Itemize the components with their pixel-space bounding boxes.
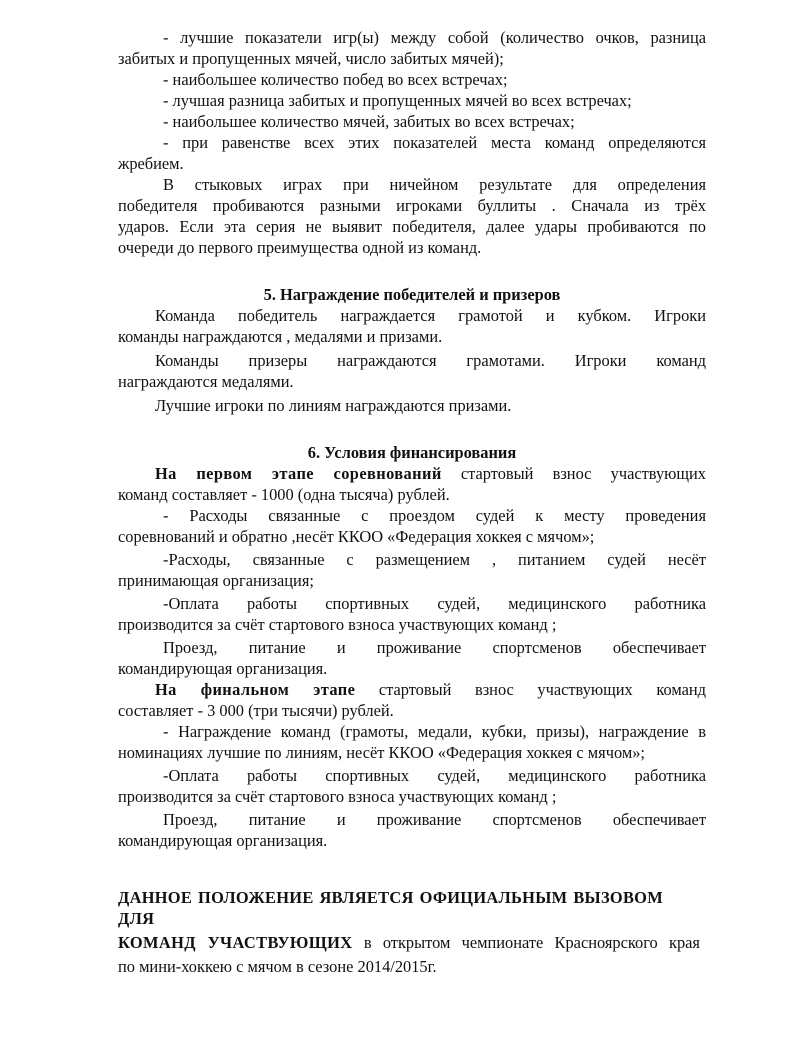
finance-line: - Расходы связанные с проездом судей к месту проведения — [163, 506, 706, 525]
closing-line: ДАННОЕ ПОЛОЖЕНИЕ ЯВЛЯЕТСЯ ОФИЦИАЛЬНЫМ ВЫЗОВОМ ДЛЯ — [118, 888, 663, 928]
section-5-heading: 5. Награждение победителей и призеров — [263, 285, 561, 304]
stage1-text: стартовый взнос участвующих — [441, 464, 706, 483]
playoff-paragraph-line: ударов. Если эта серия не выявит победителя, далее удары пробиваются по — [118, 217, 706, 236]
finance-line: командирующая организация. — [118, 831, 328, 850]
stage1-line: команд составляет - 1000 (одна тысяча) рублей. — [118, 485, 450, 504]
playoff-paragraph-line: В стыковых играх при ничейном результате для определения — [163, 175, 706, 194]
finance-line: Проезд, питание и проживание спортсменов обеспечивает — [163, 638, 706, 657]
stage2-label: На финальном этапе — [155, 680, 356, 699]
criteria-line: - лучшие показатели игр(ы) между собой (количество очков, разница — [163, 28, 706, 47]
stage2-text: стартовый взнос участвующих команд — [355, 680, 706, 699]
section-6-heading: 6. Условия финансирования — [307, 443, 517, 462]
closing-line: по мини-хоккею с мячом в сезоне 2014/2015г. — [118, 957, 437, 976]
closing-bold: КОМАНД УЧАСТВУЮЩИХ — [118, 933, 353, 952]
stage2-line: составляет - 3 000 (три тысячи) рублей. — [118, 701, 394, 720]
stage1-label: На первом этапе соревнований — [155, 464, 442, 483]
finance-line: командирующая организация. — [118, 659, 328, 678]
finance-line: - Награждение команд (грамоты, медали, кубки, призы), награждение в — [163, 722, 706, 741]
playoff-paragraph-line: победителя пробиваются разными игроками буллиты . Сначала из трёх — [118, 196, 706, 215]
finance-line: соревнований и обратно ,несёт ККОО «Федерация хоккея с мячом»; — [118, 527, 595, 546]
finance-line: номинациях лучшие по линиям, несёт ККОО «Федерация хоккея с мячом»; — [118, 743, 645, 762]
closing-text: в открытом чемпионате Красноярского края — [352, 933, 700, 952]
criteria-line: - наибольшее количество мячей, забитых во всех встречах; — [163, 112, 575, 131]
criteria-line: жребием. — [118, 154, 184, 173]
stage1-line — [118, 463, 706, 484]
finance-line: -Оплата работы спортивных судей, медицинского работника — [163, 766, 706, 785]
awards-line: Команды призеры награждаются грамотами. Игроки команд — [155, 351, 706, 370]
finance-line: производится за счёт стартового взноса участвующих команд ; — [118, 615, 557, 634]
finance-line: производится за счёт стартового взноса участвующих команд ; — [118, 787, 557, 806]
finance-line: принимающая организация; — [118, 571, 314, 590]
criteria-line: забитых и пропущенных мячей, число забитых мячей); — [118, 49, 504, 68]
criteria-line: - лучшая разница забитых и пропущенных мячей во всех встречах; — [163, 91, 632, 110]
awards-line: Команда победитель награждается грамотой и кубком. Игроки — [155, 306, 706, 325]
awards-line: команды награждаются , медалями и призами. — [118, 327, 443, 346]
stage2-line — [118, 679, 706, 700]
document-body — [118, 27, 706, 977]
finance-line: -Расходы, связанные с размещением , питанием судей несёт — [163, 550, 706, 569]
awards-line: Лучшие игроки по линиям награждаются призами. — [155, 396, 512, 415]
criteria-line: - при равенстве всех этих показателей места команд определяются — [163, 133, 706, 152]
criteria-line: - наибольшее количество побед во всех встречах; — [163, 70, 508, 89]
closing-line — [118, 932, 700, 953]
playoff-paragraph-line: очереди до первого преимущества одной из команд. — [118, 238, 482, 257]
finance-line: Проезд, питание и проживание спортсменов обеспечивает — [163, 810, 706, 829]
finance-line: -Оплата работы спортивных судей, медицинского работника — [163, 594, 706, 613]
awards-line: награждаются медалями. — [118, 372, 294, 391]
